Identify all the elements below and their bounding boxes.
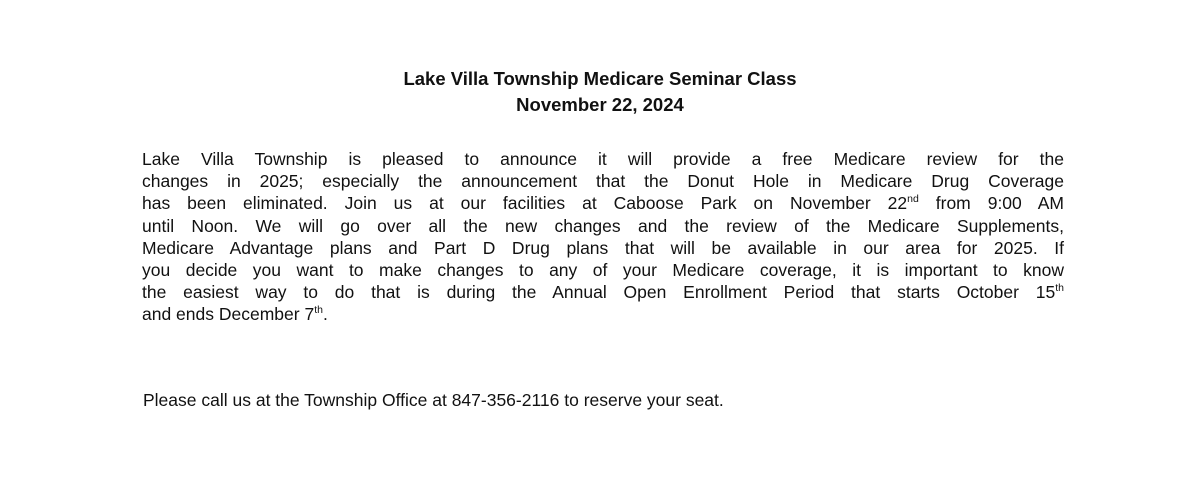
announcement-paragraph (142, 148, 1064, 326)
line-text: you decide you want to make changes to any of your Medicare coverage, it is important to know (142, 260, 1064, 281)
paragraph-line (142, 148, 1064, 170)
line-text: Medicare Advantage plans and Part D Drug plans that will be available in our area for 2025. If (142, 237, 1064, 258)
line-text: Lake Villa Township is pleased to announce it will provide a free Medicare review for the (142, 149, 1064, 169)
paragraph-line (142, 215, 1064, 237)
paragraph-line (142, 170, 1064, 192)
line-text: changes in 2025; especially the announcement that the Donut Hole in Medicare Drug Coverage (142, 171, 1064, 192)
paragraph-line (142, 281, 1064, 303)
paragraph-line (142, 237, 1064, 259)
line-text: has been eliminated. Join us at our facilities at Caboose Park on November 22 (142, 193, 908, 214)
line-text: and ends December 7 (142, 304, 315, 325)
line-text: . (322, 304, 328, 325)
closing-line: Please call us at the Township Office at 847-356-2116 to reserve your seat. (143, 390, 724, 410)
paragraph-line (142, 259, 1064, 281)
line-text: the easiest way to do that is during the Annual Open Enrollment Period that starts October 15 (142, 282, 1056, 303)
ordinal-suffix: nd (907, 193, 919, 206)
document-date: November 22, 2024 (516, 94, 684, 115)
ordinal-suffix: th (1055, 282, 1064, 295)
line-text: until Noon. We will go over all the new changes and the review of the Medicare Supplements, (142, 215, 1064, 236)
paragraph-line (142, 192, 1064, 214)
document-title: Lake Villa Township Medicare Seminar Class (403, 68, 797, 89)
ordinal-suffix: th (314, 304, 323, 317)
document-header (0, 66, 1200, 118)
paragraph-line (142, 303, 1064, 325)
line-text: from 9:00 AM (918, 193, 1065, 214)
